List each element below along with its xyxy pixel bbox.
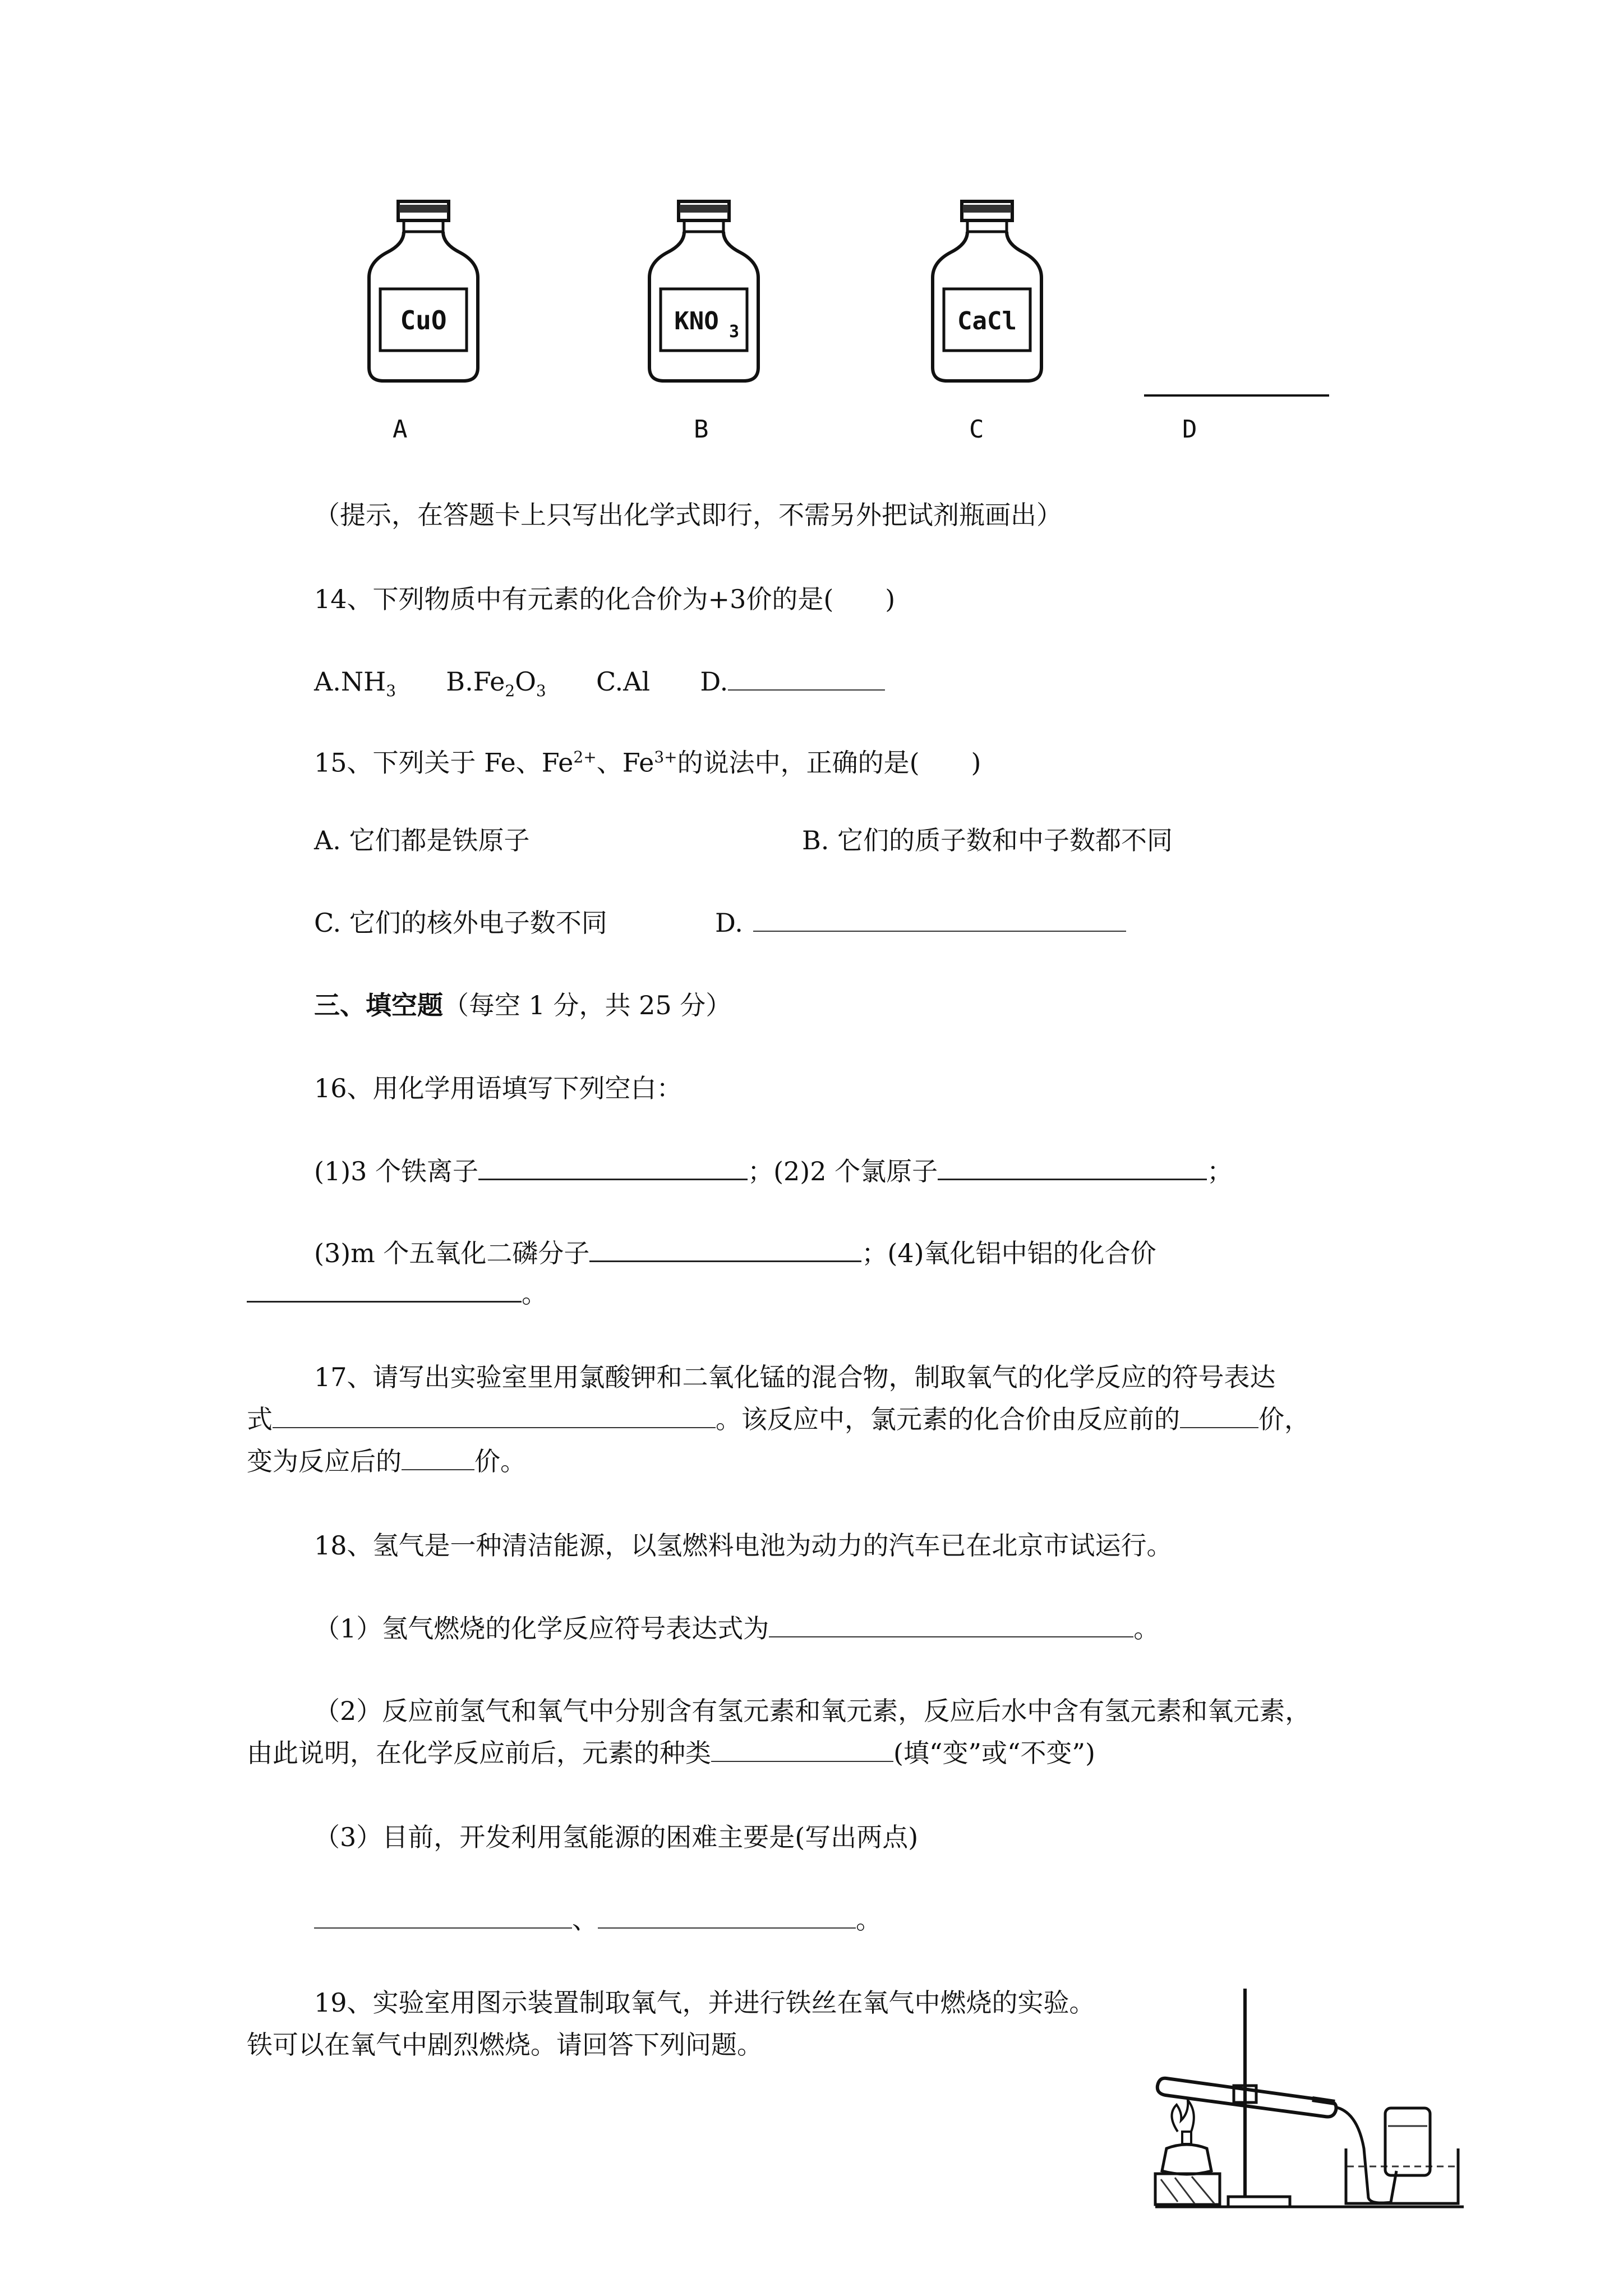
q18-part-1: （1）氢气燃烧的化学反应符号表达式为 。: [314, 1613, 1160, 1644]
q16-row-2: (3)m 个五氧化二磷分子 ；(4)氧化铝中铝的化合价: [314, 1238, 1156, 1268]
q16-blank-3[interactable]: [589, 1238, 861, 1262]
hint-text: （提示，在答题卡上只写出化学式即行，不需另外把试剂瓶画出）: [314, 500, 1062, 530]
bottle-c-label: CaCl: [957, 307, 1017, 335]
q15-option-c: C. 它们的核外电子数不同: [314, 908, 607, 938]
q18-part-3: （3）目前，开发利用氢能源的困难主要是(写出两点): [314, 1822, 919, 1852]
q16-row-3: 。: [247, 1277, 547, 1310]
q17-line-1: 17、请写出实验室里用氯酸钾和二氧化锰的混合物，制取氧气的化学反应的符号表达: [314, 1362, 1276, 1392]
q18-part-2-line-1: （2）反应前氢气和氧气中分别含有氢元素和氧元素，反应后水中含有氢元素和氧元素，: [314, 1696, 1311, 1726]
section-3-note: （每空 1 分，共 25 分）: [443, 990, 732, 1020]
q18-part-2-line-2: 由此说明，在化学反应前后，元素的种类 (填“变”或“不变”): [247, 1738, 1095, 1768]
q18-stem: 18、氢气是一种清洁能源，以氢燃料电池为动力的汽车已在北京市试运行。: [314, 1530, 1173, 1561]
q18-part-3-answers: 、 。: [314, 1903, 882, 1936]
q17-blank-before[interactable]: [1180, 1405, 1258, 1428]
q18-blank-equation[interactable]: [769, 1614, 1133, 1637]
section-3-title: 三、填空题: [314, 990, 443, 1020]
label-b: B: [694, 415, 709, 444]
bottle-b-subscript: 3: [729, 322, 740, 342]
q17-line-2: 式 。该反应中，氯元素的化合价由反应前的 价，: [247, 1404, 1310, 1434]
bottle-a-label: CuO: [400, 305, 447, 335]
q14-option-b: $B.Fe_2O_3$: [446, 666, 546, 701]
q15-option-d: D.: [715, 908, 743, 938]
q16-blank-2[interactable]: [938, 1156, 1207, 1180]
q15-option-b: B. 它们的质子数和中子数都不同: [802, 825, 1173, 855]
q15-option-a: A. 它们都是铁原子: [314, 825, 530, 855]
q14-answer-blank[interactable]: [728, 667, 885, 691]
q15-stem: 15、下列关于 Fe、$Fe^{2+}$、$Fe^{3+}$的说法中，正确的是( ): [314, 747, 981, 778]
q18-blank-difficulty-2[interactable]: [598, 1905, 856, 1929]
oxygen-apparatus-icon: [1144, 1980, 1464, 2216]
q17-blank-after[interactable]: [402, 1447, 474, 1470]
q16-stem: 16、用化学用语填写下列空白：: [314, 1073, 683, 1103]
section-3-heading: [314, 988, 731, 1022]
q14-option-c: C.Al: [596, 666, 651, 697]
q19-line-1: 19、实验室用图示装置制取氧气，并进行铁丝在氧气中燃烧的实验。: [314, 1987, 1095, 2018]
q14-option-d: D.: [700, 666, 728, 697]
label-c: C: [969, 415, 984, 444]
q19-line-2: 铁可以在氧气中剧烈燃烧。请回答下列问题。: [247, 2030, 763, 2060]
q17-line-3: 变为反应后的 价。: [247, 1446, 526, 1476]
q16-row-1: (1)3 个铁离子 ；(2)2 个氯原子 ；: [314, 1156, 1233, 1186]
bottle-a-icon: [365, 199, 482, 384]
label-d: D: [1182, 415, 1197, 444]
q15-option-d-row: [715, 906, 1126, 940]
bottle-b-label: KNO: [674, 307, 719, 335]
q16-blank-1[interactable]: [478, 1156, 748, 1180]
q18-blank-difficulty-1[interactable]: [314, 1905, 572, 1929]
q14-option-a: $A.NH_3$: [314, 666, 396, 701]
q17-blank-equation[interactable]: [273, 1405, 716, 1428]
bottle-b-icon: [645, 199, 763, 384]
q18-blank-elements[interactable]: [711, 1738, 893, 1762]
q15-answer-blank[interactable]: [753, 908, 1126, 932]
label-a: A: [393, 415, 408, 444]
bottle-c-icon: [928, 199, 1046, 384]
q16-blank-4[interactable]: [247, 1278, 522, 1303]
bottle-d-blank: [1144, 394, 1329, 397]
q14-stem: 14、下列物质中有元素的化合价为+3价的是( ): [314, 584, 896, 614]
q14-options: [314, 665, 885, 708]
